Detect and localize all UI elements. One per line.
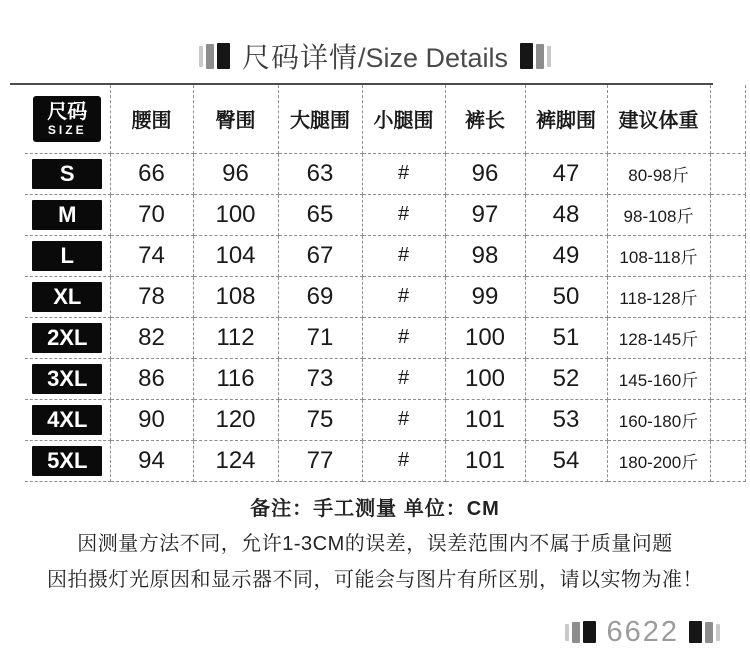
leg-opening-cell: 53	[525, 399, 607, 440]
thigh-cell: 77	[278, 440, 362, 481]
thigh-cell: 65	[278, 194, 362, 235]
calf-cell: #	[362, 276, 445, 317]
title-bars-left-icon	[199, 43, 230, 69]
size-table	[25, 85, 746, 482]
bar-light-icon	[547, 46, 551, 67]
pants-length-cell: 101	[445, 399, 525, 440]
calf-cell: #	[362, 399, 445, 440]
size-badge: 3XL	[32, 364, 102, 394]
leg-opening-cell: 50	[525, 276, 607, 317]
leg-opening-cell: 49	[525, 235, 607, 276]
thigh-cell: 63	[278, 153, 362, 194]
spacer-cell	[710, 276, 745, 317]
spacer-cell	[710, 153, 745, 194]
bar-black-icon	[689, 621, 702, 643]
note-remark: 备注：手工测量 单位：CM	[250, 497, 500, 520]
leg-opening-cell: 48	[525, 194, 607, 235]
column-header-leg-opening: 裤脚围	[525, 85, 607, 153]
waist-cell: 70	[110, 194, 193, 235]
size-cell	[25, 440, 110, 481]
waist-cell: 74	[110, 235, 193, 276]
bar-gray-icon	[572, 622, 580, 643]
size-cell	[25, 317, 110, 358]
hip-cell: 96	[193, 153, 278, 194]
pants-length-cell: 98	[445, 235, 525, 276]
size-header-cell	[25, 85, 110, 153]
size-cell	[25, 399, 110, 440]
size-badge: 2XL	[32, 323, 102, 353]
bar-gray-icon	[705, 622, 713, 643]
footer-bars-left-icon	[565, 621, 596, 643]
size-table-body	[25, 153, 745, 481]
size-header-badge	[33, 96, 101, 142]
spacer-cell	[710, 235, 745, 276]
size-header-cn: 尺码	[47, 100, 88, 123]
spacer-cell	[710, 440, 745, 481]
hip-cell: 108	[193, 276, 278, 317]
size-badge: L	[32, 241, 102, 271]
hip-cell: 116	[193, 358, 278, 399]
leg-opening-cell: 47	[525, 153, 607, 194]
size-cell	[25, 153, 110, 194]
waist-cell: 94	[110, 440, 193, 481]
weight-cell: 80-98斤	[607, 153, 710, 194]
weight-cell: 108-118斤	[607, 235, 710, 276]
column-header-calf: 小腿围	[362, 85, 445, 153]
pants-length-cell: 99	[445, 276, 525, 317]
spacer-cell	[710, 194, 745, 235]
calf-cell: #	[362, 440, 445, 481]
size-cell	[25, 358, 110, 399]
calf-cell: #	[362, 153, 445, 194]
spacer-header-cell	[710, 85, 745, 153]
weight-cell: 118-128斤	[607, 276, 710, 317]
footer-code-row	[0, 616, 720, 649]
bar-black-icon	[520, 43, 533, 69]
calf-cell: #	[362, 194, 445, 235]
spacer-cell	[710, 358, 745, 399]
leg-opening-cell: 51	[525, 317, 607, 358]
weight-cell: 98-108斤	[607, 194, 710, 235]
footer-bars-right-icon	[689, 621, 720, 643]
note-tolerance: 因测量方法不同，允许1-3CM的误差，误差范围内不属于质量问题	[77, 532, 673, 555]
hip-cell: 124	[193, 440, 278, 481]
page-title	[0, 0, 750, 76]
style-code: 6622	[606, 615, 679, 648]
calf-cell: #	[362, 317, 445, 358]
table-row	[25, 358, 745, 399]
waist-cell: 78	[110, 276, 193, 317]
table-header-row	[25, 85, 745, 153]
pants-length-cell: 101	[445, 440, 525, 481]
spacer-cell	[710, 399, 745, 440]
size-badge: 4XL	[32, 405, 102, 435]
size-cell	[25, 235, 110, 276]
weight-cell: 160-180斤	[607, 399, 710, 440]
calf-cell: #	[362, 358, 445, 399]
weight-cell: 180-200斤	[607, 440, 710, 481]
bar-black-icon	[583, 621, 596, 643]
leg-opening-cell: 52	[525, 358, 607, 399]
thigh-cell: 69	[278, 276, 362, 317]
table-row	[25, 399, 745, 440]
pants-length-cell: 100	[445, 317, 525, 358]
column-header-suggested-weight: 建议体重	[607, 85, 710, 153]
notes-block	[0, 492, 750, 598]
bar-gray-icon	[536, 44, 544, 69]
size-badge: 5XL	[32, 446, 102, 476]
bar-light-icon	[199, 46, 203, 67]
size-cell	[25, 194, 110, 235]
hip-cell: 100	[193, 194, 278, 235]
size-badge: S	[32, 159, 102, 189]
title-english: /Size Details	[357, 43, 509, 73]
weight-cell: 128-145斤	[607, 317, 710, 358]
size-badge: XL	[32, 282, 102, 312]
waist-cell: 66	[110, 153, 193, 194]
table-row	[25, 276, 745, 317]
weight-cell: 145-160斤	[607, 358, 710, 399]
column-header-pants-length: 裤长	[445, 85, 525, 153]
pants-length-cell: 97	[445, 194, 525, 235]
thigh-cell: 75	[278, 399, 362, 440]
spacer-cell	[710, 317, 745, 358]
hip-cell: 112	[193, 317, 278, 358]
thigh-cell: 71	[278, 317, 362, 358]
thigh-cell: 73	[278, 358, 362, 399]
hip-cell: 120	[193, 399, 278, 440]
size-cell	[25, 276, 110, 317]
column-header-hip: 臀围	[193, 85, 278, 153]
table-row	[25, 194, 745, 235]
title-text	[242, 36, 508, 76]
column-header-waist: 腰围	[110, 85, 193, 153]
hip-cell: 104	[193, 235, 278, 276]
note-color-difference: 因拍摄灯光原因和显示器不同，可能会与图片有所区别，请以实物为准！	[47, 568, 703, 591]
title-chinese: 尺码详情	[241, 42, 358, 73]
table-row	[25, 153, 745, 194]
waist-cell: 82	[110, 317, 193, 358]
title-bars-right-icon	[520, 43, 551, 69]
pants-length-cell: 96	[445, 153, 525, 194]
table-row	[25, 440, 745, 481]
bar-light-icon	[716, 624, 720, 641]
size-header-en: SIZE	[47, 122, 87, 137]
bar-light-icon	[565, 624, 569, 641]
waist-cell: 90	[110, 399, 193, 440]
table-row	[25, 235, 745, 276]
bar-black-icon	[217, 43, 230, 69]
waist-cell: 86	[110, 358, 193, 399]
size-badge: M	[32, 200, 102, 230]
pants-length-cell: 100	[445, 358, 525, 399]
table-row	[25, 317, 745, 358]
bar-gray-icon	[206, 44, 214, 69]
column-header-thigh: 大腿围	[278, 85, 362, 153]
calf-cell: #	[362, 235, 445, 276]
thigh-cell: 67	[278, 235, 362, 276]
leg-opening-cell: 54	[525, 440, 607, 481]
